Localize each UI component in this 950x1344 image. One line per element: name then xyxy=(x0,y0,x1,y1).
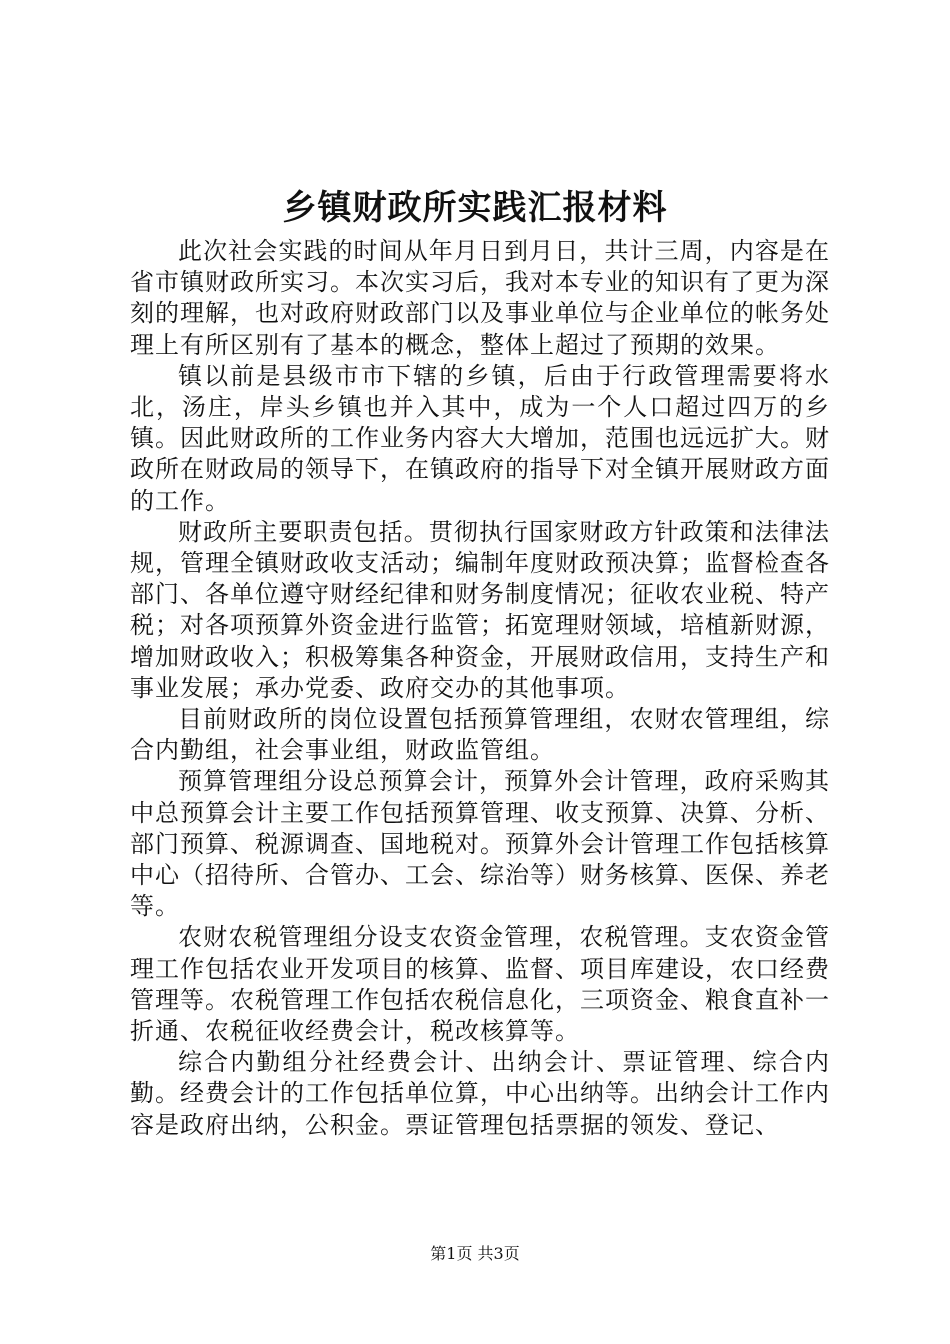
page-footer: 第1页 共3页 xyxy=(430,1244,520,1263)
paragraph: 镇以前是县级市市下辖的乡镇，后由于行政管理需要将水北，汤庄，岸头乡镇也并入其中，成为一个人口超过四万的乡镇。因此财政所的工作业务内容大大增加，范围也远远扩大。财政所在财政局的领导下，在镇政府的指导下对全镇开展财政方面的工作。 xyxy=(130,361,830,515)
document-body xyxy=(130,236,830,1141)
document-title: 乡镇财政所实践汇报材料 xyxy=(282,188,668,228)
paragraph: 农财农税管理组分设支农资金管理，农税管理。支农资金管理工作包括农业开发项目的核算、监督、项目库建设，农口经费管理等。农税管理工作包括农税信息化，三项资金、粮食直补一折通、农税征收经费会计，税改核算等。 xyxy=(130,923,830,1046)
paragraph: 目前财政所的岗位设置包括预算管理组，农财农管理组，综合内勤组，社会事业组，财政监管组。 xyxy=(130,705,830,765)
paragraph: 预算管理组分设总预算会计，预算外会计管理，政府采购其中总预算会计主要工作包括预算管理、收支预算、决算、分析、部门预算、税源调查、国地税对。预算外会计管理工作包括核算中心（招待所、合管办、工会、综治等）财务核算、医保、养老等。 xyxy=(130,767,830,921)
paragraph: 综合内勤组分社经费会计、出纳会计、票证管理、综合内勤。经费会计的工作包括单位算，中心出纳等。出纳会计工作内容是政府出纳，公积金。票证管理包括票据的领发、登记、 xyxy=(130,1048,830,1139)
paragraph: 此次社会实践的时间从年月日到月日，共计三周，内容是在省市镇财政所实习。本次实习后，我对本专业的知识有了更为深刻的理解，也对政府财政部门以及事业单位与企业单位的帐务处理上有所区别有了基本的概念，整体上超过了预期的效果。 xyxy=(130,237,830,359)
paragraph: 财政所主要职责包括。贯彻执行国家财政方针政策和法律法规，管理全镇财政收支活动；编制年度财政预决算；监督检查各部门、各单位遵守财经纪律和财务制度情况；征收农业税、特产税；对各项预算外资金进行监管；拓宽理财领域，培植新财源，增加财政收入；积极筹集各种资金，开展财政信用，支持生产和事业发展；承办党委、政府交办的其他事项。 xyxy=(130,517,830,702)
